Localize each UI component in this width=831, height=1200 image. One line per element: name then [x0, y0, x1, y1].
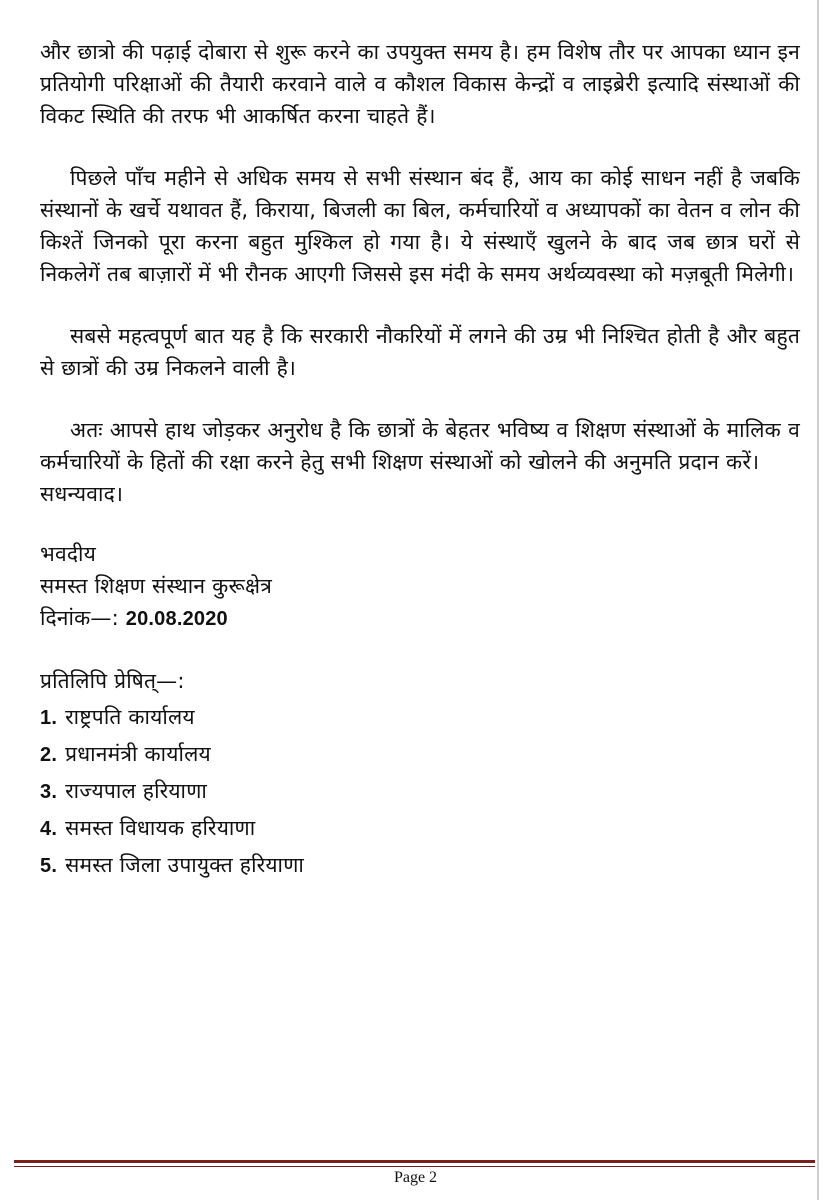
page-edge [817, 0, 819, 1200]
cc-item-number: 1. [40, 707, 58, 729]
cc-item-number: 3. [40, 781, 58, 803]
cc-item [40, 738, 800, 771]
date-value: 20.08.2020 [125, 608, 228, 630]
cc-item-number: 4. [40, 818, 58, 840]
cc-item-text: राज्यपाल हरियाणा [65, 779, 208, 803]
cc-item-number: 2. [40, 744, 58, 766]
paragraph-4: अतः आपसे हाथ जोड़कर अनुरोध है कि छात्रों के बेहतर भविष्य व शिक्षण संस्थाओं के मालिक व कर्मचारियों के हितों की रक्षा करने हेतु सभी शिक्षण संस्थाओं को खोलने की अनुमति प्रदान करें। [40, 418, 800, 474]
paragraph-1: और छात्रो की पढ़ाई दोबारा से शुरू करने का उपयुक्त समय है। हम विशेष तौर पर आपका ध्यान इन प्रतियोगी परिक्षाओं की तैयारी करवाने वाले व कौशल विकास केन्द्रों व लाइब्रेरी इत्यादि संस्थाओं की विकट स्थिति की तरफ भी आकर्षित करना चाहते हैं। [40, 40, 800, 128]
paragraph-2: पिछले पाँच महीने से अधिक समय से सभी संस्थान बंद हैं, आय का कोई साधन नहीं है जबकि संस्थानों के खर्चे यथावत हैं, किराया, बिजली का बिल, कर्मचारियों व अध्यापकों का वेतन व लोन की किश्तें जिनको पूरा करना बहुत मुश्किल हो गया है। ये संस्थाएँ खुलने के बाद जब छात्र घरों से निकलेगें तब बाज़ारों में भी रौनक आएगी जिससे इस मंदी के समय अर्थव्यवस्था को मज़बूती मिलेगी। [40, 166, 800, 286]
page-number: Page 2 [393, 1169, 438, 1186]
cc-item [40, 812, 800, 845]
cc-item [40, 701, 800, 734]
letter-body [40, 36, 800, 886]
cc-item-text: प्रधानमंत्री कार्यालय [65, 742, 211, 766]
footer-rule-thick [14, 1160, 815, 1163]
cc-item [40, 775, 800, 808]
cc-item [40, 849, 800, 882]
date-label: दिनांक—: [40, 606, 119, 630]
date-row [40, 602, 800, 635]
thanks-line: सधन्यवाद। [40, 482, 124, 506]
footer-rule-thin [14, 1166, 815, 1167]
cc-heading: प्रतिलिपि प्रेषित्—: [40, 669, 185, 693]
sender-line: समस्त शिक्षण संस्थान कुरूक्षेत्र [40, 574, 273, 598]
cc-item-number: 5. [40, 855, 58, 877]
closing-line: भवदीय [40, 542, 97, 566]
cc-item-text: समस्त जिला उपायुक्त हरियाणा [65, 853, 305, 877]
cc-item-text: राष्ट्रपति कार्यालय [65, 705, 195, 729]
cc-item-text: समस्त विधायक हरियाणा [65, 816, 256, 840]
paragraph-3: सबसे महत्वपूर्ण बात यह है कि सरकारी नौकरियों में लगने की उम्र भी निश्चित होती है और बहुत से छात्रों की उम्र निकलने वाली है। [40, 324, 800, 380]
cc-list [40, 701, 800, 882]
